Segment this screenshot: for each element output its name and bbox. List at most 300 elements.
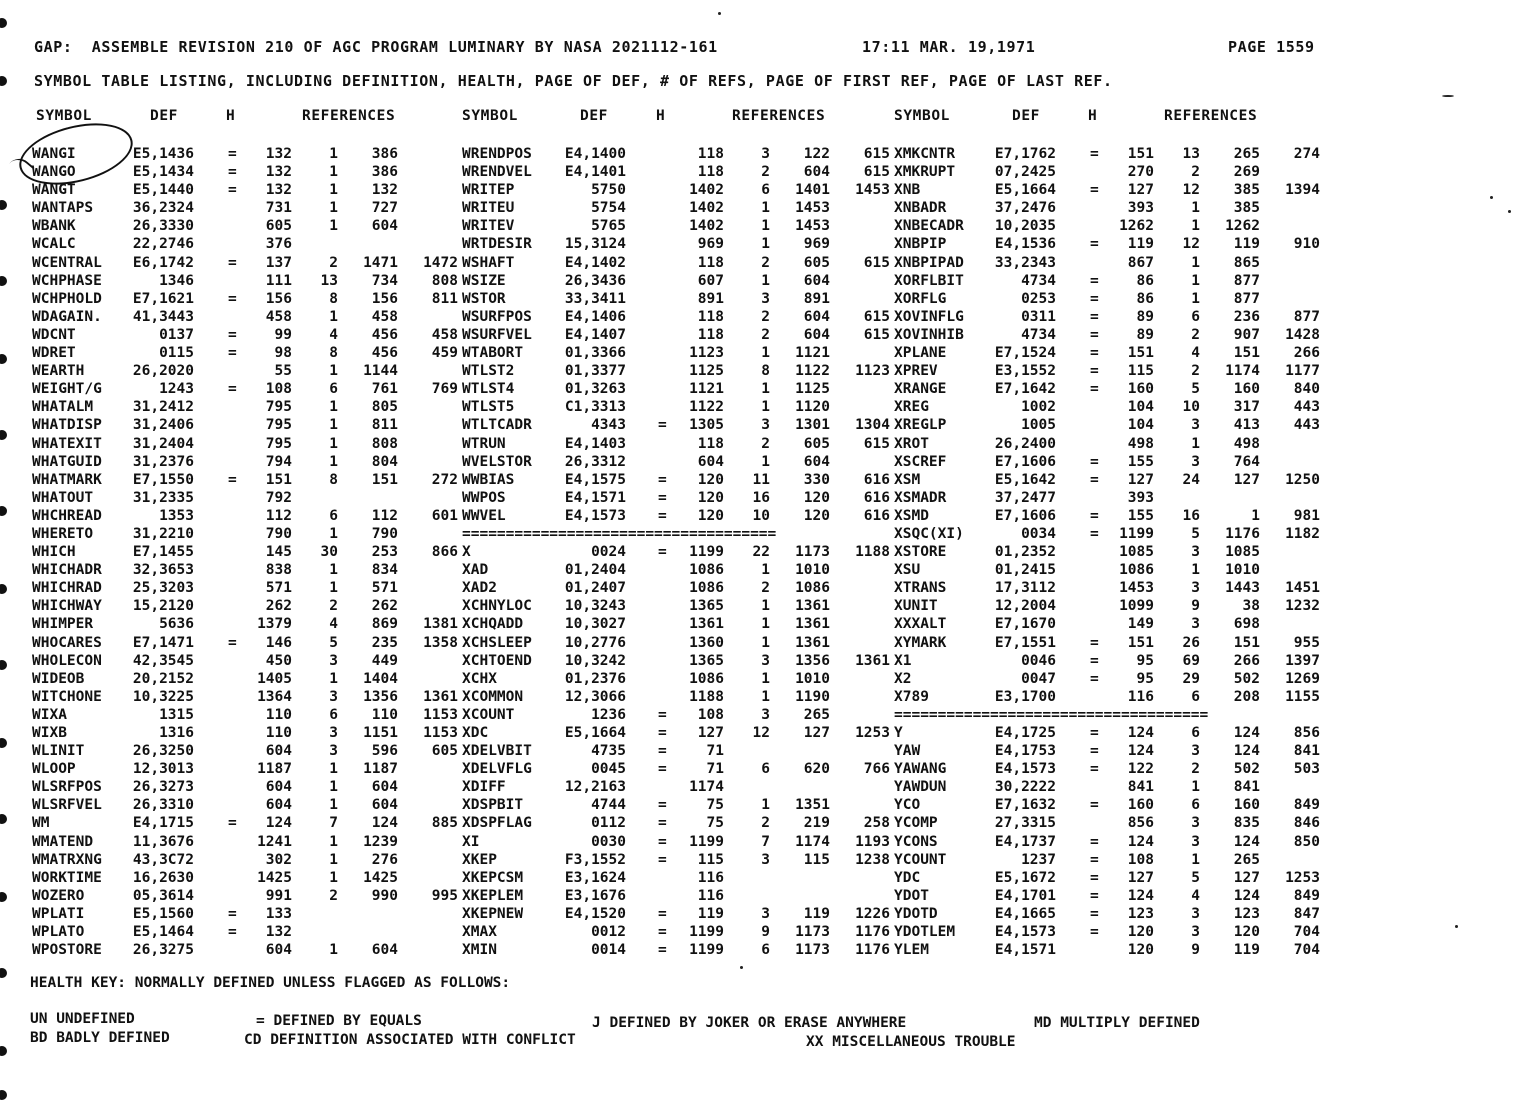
cell-first-ref: 38 [1242, 598, 1260, 615]
cell-ref-count: 3 [1191, 616, 1200, 633]
cell-def: E4,1401 [564, 164, 626, 181]
cell-first-ref: 266 [1233, 652, 1260, 669]
cell-health: = [1090, 345, 1099, 362]
cell-first-ref: 596 [371, 743, 398, 760]
cell-page: 110 [265, 706, 292, 723]
cell-health: = [1090, 761, 1099, 778]
cell-last-ref: 615 [863, 435, 890, 452]
cell-ref-count: 1 [329, 164, 338, 181]
cell-health: = [658, 833, 667, 850]
table-row [894, 760, 1324, 778]
cell-page: 116 [697, 887, 724, 904]
cell-first-ref: 1173 [795, 924, 830, 941]
cell-first-ref: 151 [1233, 634, 1260, 651]
cell-def: E5,1672 [994, 869, 1056, 886]
cell-page: 111 [265, 272, 292, 289]
cell-first-ref: 1125 [795, 381, 830, 398]
cell-symbol: X789 [894, 688, 929, 705]
cell-def: 33,2343 [994, 254, 1056, 271]
cell-page: 607 [697, 272, 724, 289]
assembly-header: GAP: ASSEMBLE REVISION 210 OF AGC PROGRAM LUMINARY BY NASA 2021112-161 [34, 38, 718, 56]
cell-first-ref: 119 [1233, 236, 1260, 253]
table-row [894, 652, 1324, 670]
cell-def: 0024 [591, 544, 626, 561]
separator-line: ==================================== [462, 525, 777, 542]
cell-symbol: WTLST2 [462, 363, 515, 380]
cell-symbol: WHOCARES [32, 634, 102, 651]
cell-symbol: WSHAFT [462, 254, 515, 271]
cell-ref-count: 3 [761, 706, 770, 723]
cell-symbol: XMIN [462, 942, 497, 959]
cell-ref-count: 3 [1191, 815, 1200, 832]
cell-def: E7,1606 [994, 507, 1056, 524]
cell-last-ref: 877 [1293, 308, 1320, 325]
cell-first-ref: 265 [803, 706, 830, 723]
table-row [462, 398, 894, 416]
cell-ref-count: 6 [1191, 725, 1200, 741]
cell-page: 145 [265, 544, 292, 561]
cell-ref-count: 3 [329, 743, 338, 760]
cell-symbol: YCOUNT [894, 851, 947, 868]
cell-symbol: XPLANE [894, 345, 947, 362]
table-row [894, 453, 1324, 471]
cell-symbol: XNBPIP [894, 236, 947, 253]
cell-ref-count: 3 [761, 851, 770, 868]
cell-page: 108 [697, 706, 724, 723]
cell-last-ref: 616 [863, 489, 890, 506]
cell-symbol: XMKCNTR [894, 146, 956, 162]
cell-page: 969 [697, 236, 724, 253]
cell-symbol: XDIFF [462, 779, 506, 796]
cell-health: = [228, 164, 237, 181]
cell-symbol: XRANGE [894, 381, 947, 398]
cell-page: 151 [265, 471, 292, 488]
cell-symbol: YLEM [894, 942, 929, 959]
cell-def: 5754 [591, 200, 626, 217]
cell-page: 132 [265, 146, 292, 162]
cell-ref-count: 6 [329, 381, 338, 398]
cell-page: 1086 [689, 580, 724, 597]
cell-symbol: XOVINHIB [894, 326, 964, 343]
cell-def: 43,3C72 [132, 851, 194, 868]
cell-def: E5,1664 [994, 182, 1056, 199]
table-row [32, 453, 462, 471]
cell-page: 1364 [257, 688, 292, 705]
table-row [894, 742, 1324, 760]
table-row [32, 435, 462, 453]
cell-symbol: WHOLECON [32, 652, 102, 669]
cell-page: 604 [265, 779, 292, 796]
cell-first-ref: 1 [1251, 507, 1260, 524]
health-key-misc: XX MISCELLANEOUS TROUBLE [806, 1034, 1016, 1050]
cell-page: 118 [697, 164, 724, 181]
cell-first-ref: 734 [371, 272, 398, 289]
cell-def: E5,1664 [564, 725, 626, 741]
cell-page: 110 [265, 725, 292, 741]
cell-symbol: XDELVFLG [462, 761, 532, 778]
cell-health: = [228, 924, 237, 941]
cell-symbol: WHIMPER [32, 616, 94, 633]
cell-ref-count: 1 [329, 942, 338, 959]
cell-symbol: WIDEOB [32, 670, 85, 687]
cell-page: 1086 [689, 562, 724, 579]
cell-symbol: WHATALM [32, 399, 94, 416]
cell-last-ref: 1238 [855, 851, 890, 868]
cell-ref-count: 3 [761, 290, 770, 307]
cell-first-ref: 330 [803, 471, 830, 488]
cell-symbol: WIXB [32, 725, 67, 741]
table-row [32, 471, 462, 489]
cell-symbol: WSURFPOS [462, 308, 532, 325]
cell-first-ref: 1010 [1225, 562, 1260, 579]
cell-symbol: YDOTLEM [894, 924, 956, 941]
cell-ref-count: 4 [329, 326, 338, 343]
cell-last-ref: 616 [863, 507, 890, 524]
cell-symbol: WDAGAIN. [32, 308, 102, 325]
cell-symbol: XKEP [462, 851, 497, 868]
cell-def: E4,1753 [994, 743, 1056, 760]
cell-def: E4,1407 [564, 326, 626, 343]
cell-ref-count: 5 [329, 634, 338, 651]
cell-health: = [1090, 634, 1099, 651]
table-row [32, 796, 462, 814]
cell-ref-count: 1 [329, 851, 338, 868]
table-row [894, 181, 1324, 199]
cell-last-ref: 1304 [855, 417, 890, 434]
cell-first-ref: 122 [803, 146, 830, 162]
cell-last-ref: 459 [431, 345, 458, 362]
table-row [32, 380, 462, 398]
table-row [894, 941, 1324, 959]
cell-page: 112 [265, 507, 292, 524]
cell-first-ref: 1404 [363, 670, 398, 687]
table-row [894, 543, 1324, 561]
cell-symbol: WOZERO [32, 887, 85, 904]
cell-page: 1123 [689, 345, 724, 362]
cell-symbol: XNBADR [894, 200, 947, 217]
table-row [462, 778, 894, 796]
cell-page: 89 [1136, 308, 1154, 325]
cell-page: 1365 [689, 652, 724, 669]
table-row [32, 851, 462, 869]
cell-def: 4744 [591, 797, 626, 814]
cell-def: E7,1762 [994, 146, 1056, 162]
cell-def: E3,1552 [994, 363, 1056, 380]
cell-health: = [658, 743, 667, 760]
table-row [462, 652, 894, 670]
cell-page: 1174 [689, 779, 724, 796]
cell-page: 99 [274, 326, 292, 343]
cell-def: 26,3310 [132, 797, 194, 814]
cell-ref-count: 24 [1182, 471, 1200, 488]
cell-symbol: WCHPHOLD [32, 290, 102, 307]
cell-page: 794 [265, 453, 292, 470]
cell-symbol: WHICHWAY [32, 598, 102, 615]
cell-page: 891 [697, 290, 724, 307]
cell-ref-count: 1 [329, 308, 338, 325]
cell-first-ref: 604 [371, 942, 398, 959]
cell-first-ref: 120 [803, 507, 830, 524]
cell-page: 123 [1127, 905, 1154, 922]
cell-page: 120 [697, 507, 724, 524]
cell-first-ref: 1453 [795, 218, 830, 235]
cell-first-ref: 1351 [795, 797, 830, 814]
cell-ref-count: 8 [761, 363, 770, 380]
cell-page: 118 [697, 308, 724, 325]
cell-first-ref: 276 [371, 851, 398, 868]
cell-first-ref: 386 [371, 164, 398, 181]
cell-ref-count: 3 [1191, 453, 1200, 470]
cell-ref-count: 1 [1191, 200, 1200, 217]
cell-first-ref: 1361 [795, 598, 830, 615]
cell-first-ref: 1471 [363, 254, 398, 271]
table-row [32, 235, 462, 253]
cell-def: 5765 [591, 218, 626, 235]
cell-symbol: WRITEU [462, 200, 515, 217]
cell-ref-count: 30 [320, 544, 338, 561]
cell-def: 11,3676 [132, 833, 194, 850]
cell-page: 1199 [1119, 525, 1154, 542]
cell-ref-count: 1 [761, 634, 770, 651]
cell-symbol: Y [894, 725, 903, 741]
cell-ref-count: 3 [1191, 417, 1200, 434]
cell-def: E7,1471 [132, 634, 194, 651]
cell-first-ref: 877 [1233, 290, 1260, 307]
cell-health: = [1090, 453, 1099, 470]
cell-health: = [228, 905, 237, 922]
cell-ref-count: 5 [1191, 525, 1200, 542]
table-row [32, 670, 462, 688]
cell-health: = [228, 146, 237, 162]
cell-symbol: X1 [894, 652, 912, 669]
table-row [894, 217, 1324, 235]
cell-health: = [1090, 507, 1099, 524]
cell-symbol: XCHNYLOC [462, 598, 532, 615]
cell-first-ref: 1120 [795, 399, 830, 416]
cell-ref-count: 16 [1182, 507, 1200, 524]
table-row [32, 615, 462, 633]
cell-last-ref: 847 [1293, 905, 1320, 922]
cell-def: 31,2376 [132, 453, 194, 470]
cell-page: 75 [706, 815, 724, 832]
cell-page: 1360 [689, 634, 724, 651]
cell-symbol: WCENTRAL [32, 254, 102, 271]
cell-symbol: XDELVBIT [462, 743, 532, 760]
cell-ref-count: 3 [761, 652, 770, 669]
cell-page: 127 [697, 725, 724, 741]
cell-def: 1237 [1021, 851, 1056, 868]
cell-page: 155 [1127, 453, 1154, 470]
cell-ref-count: 2 [1191, 164, 1200, 181]
cell-ref-count: 1 [761, 670, 770, 687]
cell-health: = [658, 761, 667, 778]
table-row [894, 290, 1324, 308]
table-row [462, 435, 894, 453]
cell-symbol: WSTOR [462, 290, 506, 307]
cell-ref-count: 1 [761, 381, 770, 398]
cell-ref-count: 6 [329, 706, 338, 723]
health-key-title: HEALTH KEY: NORMALLY DEFINED UNLESS FLAGGED AS FOLLOWS: [30, 975, 511, 991]
cell-ref-count: 7 [761, 833, 770, 850]
cell-health: = [1090, 851, 1099, 868]
cell-health: = [658, 471, 667, 488]
cell-page: 119 [697, 905, 724, 922]
cell-page: 104 [1127, 417, 1154, 434]
cell-first-ref: 119 [803, 905, 830, 922]
table-row [32, 833, 462, 851]
cell-def: E4,1575 [564, 471, 626, 488]
cell-first-ref: 605 [803, 435, 830, 452]
cell-def: 10,2776 [564, 634, 626, 651]
cell-page: 790 [265, 525, 292, 542]
cell-page: 160 [1127, 381, 1154, 398]
cell-def: 1243 [159, 381, 194, 398]
cell-def: 1316 [159, 725, 194, 741]
table-row [894, 796, 1324, 814]
table-row [32, 706, 462, 724]
cell-def: 12,3066 [564, 688, 626, 705]
table-row [894, 416, 1324, 434]
cell-ref-count: 1 [1191, 218, 1200, 235]
table-row [894, 579, 1324, 597]
header-health: H [656, 108, 666, 124]
cell-symbol: X2 [894, 670, 912, 687]
table-row [894, 778, 1324, 796]
cell-symbol: WDCNT [32, 326, 76, 343]
cell-def: 4734 [1021, 272, 1056, 289]
table-row [462, 796, 894, 814]
cell-symbol: XREGLP [894, 417, 947, 434]
cell-page: 1188 [689, 688, 724, 705]
cell-last-ref: 704 [1293, 924, 1320, 941]
cell-def: 26,3330 [132, 218, 194, 235]
cell-def: 26,3273 [132, 779, 194, 796]
cell-page: 132 [265, 164, 292, 181]
cell-symbol: WORKTIME [32, 869, 102, 886]
cell-def: E7,1606 [994, 453, 1056, 470]
cell-ref-count: 1 [329, 797, 338, 814]
cell-ref-count: 22 [752, 544, 770, 561]
cell-last-ref: 1253 [855, 725, 890, 741]
table-row [32, 272, 462, 290]
cell-first-ref: 764 [1233, 453, 1260, 470]
cell-last-ref: 1226 [855, 905, 890, 922]
cell-ref-count: 1 [329, 580, 338, 597]
table-row [462, 742, 894, 760]
cell-first-ref: 604 [803, 272, 830, 289]
cell-health: = [228, 345, 237, 362]
cell-page: 132 [265, 182, 292, 199]
cell-page: 127 [1127, 182, 1154, 199]
cell-ref-count: 29 [1182, 670, 1200, 687]
table-row [462, 489, 894, 507]
health-key-joker: J DEFINED BY JOKER OR ERASE ANYWHERE [592, 1015, 907, 1031]
cell-symbol: WPLATI [32, 905, 85, 922]
cell-symbol: XSU [894, 562, 921, 579]
cell-health: = [228, 182, 237, 199]
cell-def: 5636 [159, 616, 194, 633]
cell-symbol: WM [32, 815, 50, 832]
cell-def: E4,1571 [994, 942, 1056, 959]
cell-first-ref: 385 [1233, 200, 1260, 217]
cell-first-ref: 841 [1233, 779, 1260, 796]
table-row [32, 489, 462, 507]
header-health: H [226, 108, 236, 124]
cell-symbol: WRTDESIR [462, 236, 532, 253]
cell-page: 393 [1127, 489, 1154, 506]
cell-first-ref: 969 [803, 236, 830, 253]
cell-first-ref: 1174 [1225, 363, 1260, 380]
cell-first-ref: 127 [1233, 471, 1260, 488]
paper-speck [1490, 196, 1493, 199]
cell-first-ref: 124 [1233, 743, 1260, 760]
table-row [894, 887, 1324, 905]
table-row [894, 199, 1324, 217]
cell-symbol: WHICHADR [32, 562, 102, 579]
cell-symbol: WVELSTOR [462, 453, 532, 470]
table-row [32, 163, 462, 181]
header-references: REFERENCES [732, 108, 826, 124]
cell-page: 1199 [689, 924, 724, 941]
cell-first-ref: 1121 [795, 345, 830, 362]
table-row [462, 254, 894, 272]
cell-symbol: XDC [462, 725, 489, 741]
cell-first-ref: 120 [1233, 924, 1260, 941]
cell-page: 991 [265, 887, 292, 904]
cell-page: 55 [274, 363, 292, 380]
cell-page: 120 [697, 471, 724, 488]
cell-ref-count: 1 [329, 399, 338, 416]
cell-symbol: WHATMARK [32, 471, 102, 488]
cell-first-ref: 115 [803, 851, 830, 868]
cell-ref-count: 16 [752, 489, 770, 506]
cell-health: = [658, 815, 667, 832]
cell-ref-count: 1 [1191, 779, 1200, 796]
table-row [32, 199, 462, 217]
cell-def: 4735 [591, 743, 626, 760]
cell-def: 4734 [1021, 326, 1056, 343]
cell-page: 1241 [257, 833, 292, 850]
cell-symbol: XCHTOEND [462, 652, 532, 669]
cell-health: = [1090, 326, 1099, 343]
cell-ref-count: 1 [761, 562, 770, 579]
cell-last-ref: 615 [863, 146, 890, 162]
cell-def: 0046 [1021, 652, 1056, 669]
cell-symbol: XYMARK [894, 634, 947, 651]
cell-ref-count: 1 [329, 761, 338, 778]
cell-symbol: WANGI [32, 146, 76, 162]
cell-last-ref: 615 [863, 326, 890, 343]
separator-line: ==================================== [894, 706, 1209, 723]
cell-def: 0047 [1021, 670, 1056, 687]
table-row [462, 199, 894, 217]
cell-symbol: XPREV [894, 363, 938, 380]
cell-def: 10,3225 [132, 688, 194, 705]
cell-page: 118 [697, 254, 724, 271]
cell-page: 867 [1127, 254, 1154, 271]
table-row [32, 217, 462, 235]
table-row [462, 688, 894, 706]
cell-page: 146 [265, 634, 292, 651]
cell-last-ref: 615 [863, 308, 890, 325]
cell-first-ref: 990 [371, 887, 398, 904]
cell-page: 75 [706, 797, 724, 814]
cell-def: 1002 [1021, 399, 1056, 416]
cell-last-ref: 856 [1293, 725, 1320, 741]
cell-symbol: XKEPNEW [462, 905, 524, 922]
cell-first-ref: 127 [1233, 869, 1260, 886]
cell-last-ref: 850 [1293, 833, 1320, 850]
